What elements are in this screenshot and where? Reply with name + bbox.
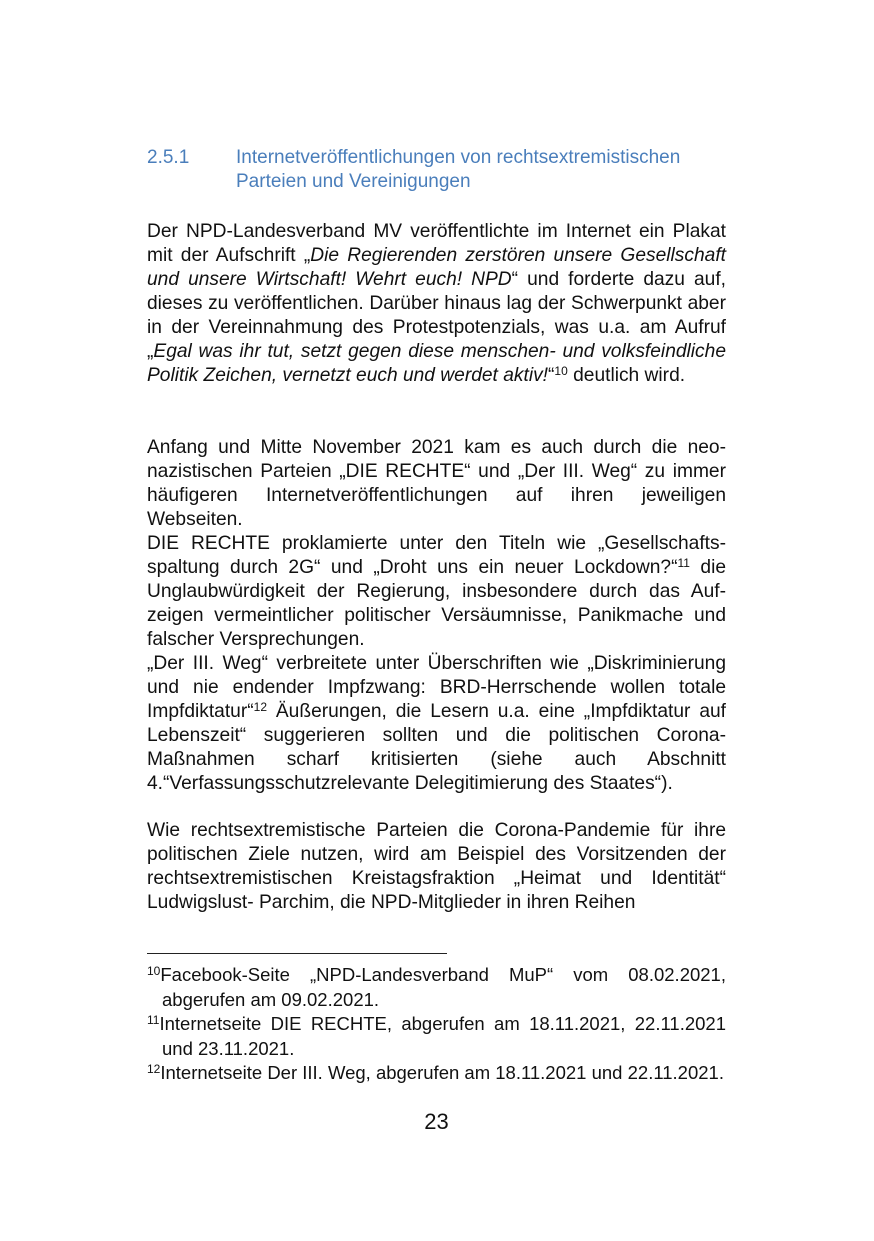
- footnote-number: 10: [147, 964, 161, 978]
- footnote-11: [147, 1012, 726, 1061]
- paragraph-corona-pandemic: [147, 819, 726, 915]
- footnote-number: 12: [147, 1062, 161, 1076]
- footnote-10: [147, 963, 726, 1012]
- paragraph-der-iii-weg: [147, 652, 726, 796]
- footnote-ref[interactable]: 11: [677, 556, 690, 570]
- paragraph-npd: [147, 220, 726, 388]
- text-run: Anfang und Mitte November 2021 kam es auch durch die neonazistischen Parteien „DIE RECHTE“ und „Der III. Weg“ zu immer häufigeren Internetveröffentlichungen auf ihren jeweiligen Webseiten.: [147, 437, 726, 530]
- page-number: 23: [424, 1109, 449, 1134]
- footnote-ref[interactable]: 12: [253, 700, 267, 714]
- text-run: die Unglaubwürdigkeit der Regierung, insbesondere durch das Aufzeigen vermeintlicher politischer Versäumnisse, Panikmache und falscher Versprechungen.: [147, 557, 727, 650]
- quote-text: Die Regierenden zerstören unsere Gesellschaft und unsere Wirtschaft! Wehrt euch! NPD: [147, 245, 726, 290]
- footnote-text: Internetseite Der III. Weg, abgerufen am 18.11.2021 und 22.11.2021.: [160, 1062, 724, 1083]
- footnotes: [147, 963, 726, 1086]
- quote-text: Egal was ihr tut, setzt gegen diese menschen- und volksfeindliche Politik Zeichen, vernetzt euch und werdet aktiv!: [147, 341, 726, 386]
- footnote-separator: [147, 953, 447, 954]
- text-run: deutlich wird.: [567, 365, 686, 386]
- footnote-text: Internetseite DIE RECHTE, abgerufen am 18.11.2021, 22.11.2021 und 23.11.2021.: [159, 1013, 726, 1059]
- footnote-ref[interactable]: 10: [554, 364, 568, 378]
- footnote-12: [147, 1061, 726, 1086]
- text-run: “ und forderte dazu auf, dieses zu veröffentlichen. Darüber hinaus lag der Schwerpunkt aber in der Vereinnahmung des Protestpotenzials, was u.a. am Aufruf „: [147, 269, 726, 362]
- section-heading: [147, 146, 726, 194]
- text-run: “: [548, 365, 555, 386]
- footnote-number: 11: [147, 1013, 160, 1027]
- text-run: „Der III. Weg“ verbreitete unter Überschriften wie „Diskriminierung und nie endender Impfzwang: BRD-Herrschende wollen totale Impfdiktatur“: [147, 653, 726, 722]
- text-run: DIE RECHTE proklamierte unter den Titeln wie „Gesellschaftsspaltung durch 2G“ und „Droht uns ein neuer Lockdown?“: [147, 533, 726, 578]
- text-run: Der NPD-Landesverband MV veröffentlichte im Internet ein Plakat mit der Aufschrift „: [147, 221, 726, 266]
- section-title: Internetveröffentlichungen von rechtsextremistischen Parteien und Vereinigungen: [236, 147, 681, 192]
- footnote-text: Facebook-Seite „NPD-Landesverband MuP“ vom 08.02.2021, abgerufen am 09.02.2021.: [160, 964, 726, 1010]
- section-number: 2.5.1: [147, 147, 190, 168]
- text-run: Äußerungen, die Lesern u.a. eine „Impfdiktatur auf Lebenszeit“ suggerieren sollten und die politischen Corona-Maßnahmen scharf kritisierten (siehe auch Abschnitt 4.“Verfassungsschutzrelevante Delegitimierung des Staates“).: [147, 701, 726, 794]
- paragraph-die-rechte: [147, 532, 726, 652]
- text-run: Wie rechtsextremistische Parteien die Corona-Pandemie für ihre politischen Ziele nutzen, wird am Beispiel des Vorsitzenden der rechtsextremistischen Kreistagsfraktion „Heimat und Identität“ Ludwigslust- Parchim, die NPD-Mitglieder in ihren Reihen: [147, 820, 726, 913]
- paragraph-neonazi-parties: [147, 436, 726, 532]
